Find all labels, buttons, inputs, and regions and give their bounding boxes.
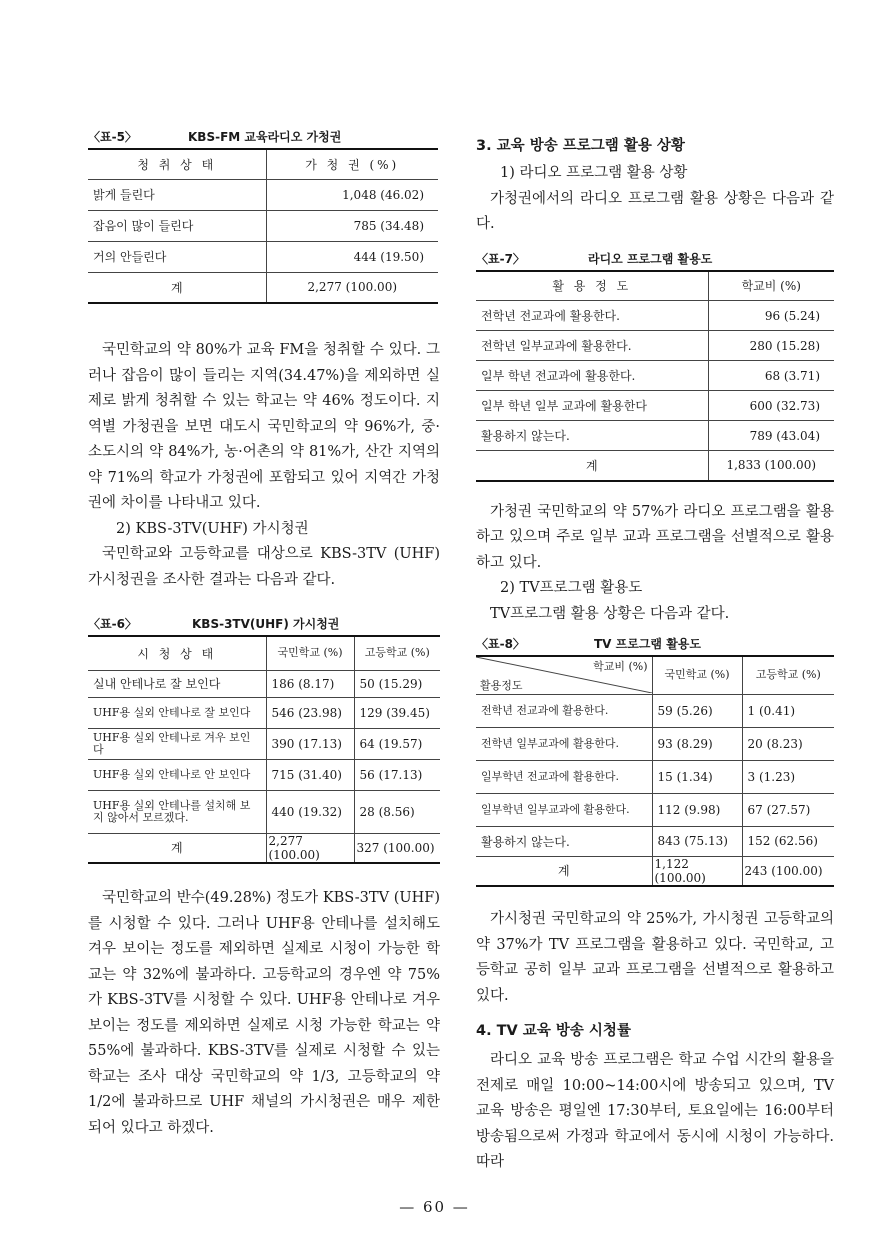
table-cell: 243 (100.00) xyxy=(742,856,834,886)
right-column xyxy=(476,132,834,1176)
table-cell: 20 (8.23) xyxy=(742,727,834,760)
table-total-row xyxy=(476,856,834,886)
table-row xyxy=(88,728,440,759)
paragraph: 가청권에서의 라디오 프로그램 활용 상황은 다음과 같다. xyxy=(476,190,834,232)
table-cell: 28 (8.56) xyxy=(354,790,440,833)
table-header: 시 청 상 태 xyxy=(137,646,217,661)
table-row xyxy=(476,421,834,451)
table-header: 학교비 (%) xyxy=(708,271,834,301)
paragraph: 가청권 국민학교의 약 57%가 라디오 프로그램을 활용하고 있으며 주로 일부 교과 프로그램을 선별적으로 활용하고 있다. xyxy=(476,503,834,571)
table-cell: 843 (75.13) xyxy=(652,826,742,856)
table-cell: 56 (17.13) xyxy=(354,759,440,790)
table-cell: 96 (5.24) xyxy=(708,301,834,331)
table-cell: 440 (19.32) xyxy=(266,790,354,833)
table6-title: KBS-3TV(UHF) 가시청권 xyxy=(192,617,340,631)
table-cell: 거의 안들린다 xyxy=(93,250,167,264)
table5-number: 〈표-5〉 xyxy=(88,130,137,144)
table-header: 가 청 권 (%) xyxy=(266,149,438,179)
table5 xyxy=(88,148,438,304)
table-cell: 789 (43.04) xyxy=(708,421,834,451)
table-row xyxy=(88,790,440,833)
table-cell: 일부 학년 전교과에 활용한다. xyxy=(481,369,636,383)
table-row xyxy=(88,697,440,728)
table-row xyxy=(88,670,440,697)
table-cell: 전학년 일부교과에 활용한다. xyxy=(481,339,632,353)
table8-title: TV 프로그램 활용도 xyxy=(594,637,701,651)
diagonal-header xyxy=(476,657,652,693)
table-cell: 186 (8.17) xyxy=(266,670,354,697)
table-cell: 546 (23.98) xyxy=(266,697,354,728)
table-cell: 15 (1.34) xyxy=(652,760,742,793)
paragraph: 국민학교의 약 80%가 교육 FM을 청취할 수 있다. 그러나 잡음이 많이 들리는 지역(34.47%)을 제외하면 실제로 밝게 청취할 수 있는 학교는 약 46% 정도이다. 지역별 가청권을 보면 대도시 국민학교의 약 96%가, 중·소도시의 약 84%가, 농·어촌의 약 81%가, 산간 지역의 약 71%의 학교가 가청권에 포함되고 있어 지역간 가청권에 차이를 나타내고 있다. xyxy=(88,342,440,511)
table-corner-cell xyxy=(476,656,652,694)
table-cell: 1 (0.41) xyxy=(742,694,834,727)
table7-number: 〈표-7〉 xyxy=(476,251,525,266)
table-header: 고등학교 (%) xyxy=(742,656,834,694)
table-row xyxy=(476,361,834,391)
table-cell: 68 (3.71) xyxy=(708,361,834,391)
table-header: 청 취 상 태 xyxy=(137,157,217,172)
table8 xyxy=(476,655,834,887)
table-header-row xyxy=(88,636,440,670)
table-cell: 112 (9.98) xyxy=(652,793,742,826)
table-header: 국민학교 (%) xyxy=(652,656,742,694)
table-header-row xyxy=(88,149,438,179)
table-header: 고등학교 (%) xyxy=(354,636,440,670)
table-cell: UHF용 실외 안테나로 겨우 보인다 xyxy=(93,730,251,756)
table-total-row xyxy=(88,272,438,303)
table-cell: 일부학년 전교과에 활용한다. xyxy=(481,769,620,783)
table-cell: 밝게 들린다 xyxy=(93,188,155,202)
corner-top-label: 학교비 (%) xyxy=(593,660,648,674)
table-total-row xyxy=(88,833,440,863)
table-cell: 실내 안테나로 잘 보인다 xyxy=(93,677,221,691)
table-cell: 327 (100.00) xyxy=(354,833,440,863)
table-row xyxy=(88,759,440,790)
table-header-row xyxy=(476,271,834,301)
table-row xyxy=(476,793,834,826)
table-cell: 계 xyxy=(170,280,183,295)
table-cell: 1,122 (100.00) xyxy=(652,856,742,886)
table8-caption xyxy=(476,633,834,655)
table-cell: 785 (34.48) xyxy=(266,210,438,241)
section-heading: 4. TV 교육 방송 시청률 xyxy=(476,1023,631,1039)
table-cell: 129 (39.45) xyxy=(354,697,440,728)
table-header-row xyxy=(476,656,834,694)
table-row xyxy=(476,727,834,760)
table-cell: 전학년 일부교과에 활용한다. xyxy=(481,736,620,750)
table7-caption xyxy=(476,248,834,270)
page-number: — 60 — xyxy=(399,1198,470,1216)
table7 xyxy=(476,270,834,482)
table5-title: KBS-FM 교육라디오 가청권 xyxy=(188,130,342,144)
table-cell: 활용하지 않는다. xyxy=(481,429,570,443)
table-cell: 67 (27.57) xyxy=(742,793,834,826)
table-cell: 1,833 (100.00) xyxy=(708,451,834,481)
paragraph: 국민학교와 고등학교를 대상으로 KBS-3TV (UHF) 가시청권을 조사한 결과는 다음과 같다. xyxy=(88,546,440,588)
table8-number: 〈표-8〉 xyxy=(476,637,525,651)
table-cell: 2,277 (100.00) xyxy=(266,272,438,303)
table-header: 활 용 정 도 xyxy=(552,279,632,294)
table-row xyxy=(476,760,834,793)
table-cell: 전학년 전교과에 활용한다. xyxy=(481,703,609,717)
table-row xyxy=(476,391,834,421)
table-cell: 390 (17.13) xyxy=(266,728,354,759)
table-cell: 전학년 전교과에 활용한다. xyxy=(481,309,620,323)
table-row xyxy=(476,826,834,856)
table-row xyxy=(88,210,438,241)
table-row xyxy=(476,301,834,331)
table-cell: 444 (19.50) xyxy=(266,241,438,272)
subheading: 2) KBS-3TV(UHF) 가시청권 xyxy=(116,520,309,537)
table-cell: 계 xyxy=(170,841,183,856)
subheading: 1) 라디오 프로그램 활용 상황 xyxy=(500,165,688,181)
table-cell: 일부 학년 일부 교과에 활용한다 xyxy=(481,399,647,413)
table7-title: 라디오 프로그램 활용도 xyxy=(588,251,713,266)
table6-number: 〈표-6〉 xyxy=(88,617,137,631)
table-cell: 50 (15.29) xyxy=(354,670,440,697)
table-cell: 잡음이 많이 들린다 xyxy=(93,219,194,233)
paragraph: TV프로그램 활용 상황은 다음과 같다. xyxy=(490,605,730,622)
table-cell: 64 (19.57) xyxy=(354,728,440,759)
paragraph: 가시청권 국민학교의 약 25%가, 가시청권 고등학교의 약 37%가 TV 프로그램을 활용하고 있다. 국민학교, 고등학교 공히 일부 교과 프로그램을 선별적으로 활용하고 있다. xyxy=(476,911,834,1004)
table-cell: 일부학년 일부교과에 활용한다. xyxy=(481,802,630,816)
paragraph: 라디오 교육 방송 프로그램은 학교 수업 시간의 활용을 전제로 매일 10:00~14:00시에 방송되고 있으며, TV 교육 방송은 평일엔 17:30부터, 토요일에는 16:00부터 방송됨으로써 가정과 학교에서 동시에 시청이 가능하다. 따라 xyxy=(476,1052,834,1170)
subheading: 2) TV프로그램 활용도 xyxy=(500,580,643,596)
table-row xyxy=(476,331,834,361)
paragraph: 국민학교의 반수(49.28%) 정도가 KBS-3TV (UHF)를 시청할 수 있다. 그러나 UHF용 안테나를 설치해도 겨우 보이는 정도를 제외하면 실제로 시청이 가능한 학교는 약 32%에 불과하다. 고등학교의 경우엔 약 75%가 KBS-3TV를 시청할 수 있다. UHF용 안테나로 겨우 보이는 정도를 제외하면 실제로 시청 가능한 학교는 약 55%에 불과하다. KBS-3TV를 실제로 시청할 수 있는 학교는 조사 대상 국민학교의 약 1/3, 고등학교의 약 1/2에 불과하므로 UHF 채널의 가시청권은 매우 제한되어 있다고 하겠다. xyxy=(88,890,440,1136)
section-heading: 3. 교육 방송 프로그램 활용 상황 xyxy=(476,138,685,154)
table-total-row xyxy=(476,451,834,481)
table-cell: 계 xyxy=(557,864,570,879)
table-row xyxy=(88,241,438,272)
table-cell: UHF용 실외 안테나를 설치해 보지 않아서 모르겠다. xyxy=(93,798,251,824)
table-cell: 600 (32.73) xyxy=(708,391,834,421)
table-cell: 활용하지 않는다. xyxy=(481,834,570,849)
table-row xyxy=(88,179,438,210)
table-cell: 59 (5.26) xyxy=(652,694,742,727)
table-cell: 715 (31.40) xyxy=(266,759,354,790)
table-cell: 3 (1.23) xyxy=(742,760,834,793)
table-cell: 152 (62.56) xyxy=(742,826,834,856)
left-column xyxy=(88,126,440,1141)
table-cell: 93 (8.29) xyxy=(652,727,742,760)
table6-caption xyxy=(88,613,440,635)
table5-caption xyxy=(88,126,440,148)
table-cell: 280 (15.28) xyxy=(708,331,834,361)
table-cell: UHF용 실외 안테나로 안 보인다 xyxy=(93,767,251,781)
table6 xyxy=(88,635,440,864)
table-cell: 1,048 (46.02) xyxy=(266,179,438,210)
table-cell: 계 xyxy=(585,458,598,473)
table-header: 국민학교 (%) xyxy=(266,636,354,670)
table-cell: UHF용 실외 안테나로 잘 보인다 xyxy=(93,705,251,719)
table-cell: 2,277 (100.00) xyxy=(266,833,354,863)
corner-bottom-label: 활용정도 xyxy=(480,679,523,693)
table-row xyxy=(476,694,834,727)
